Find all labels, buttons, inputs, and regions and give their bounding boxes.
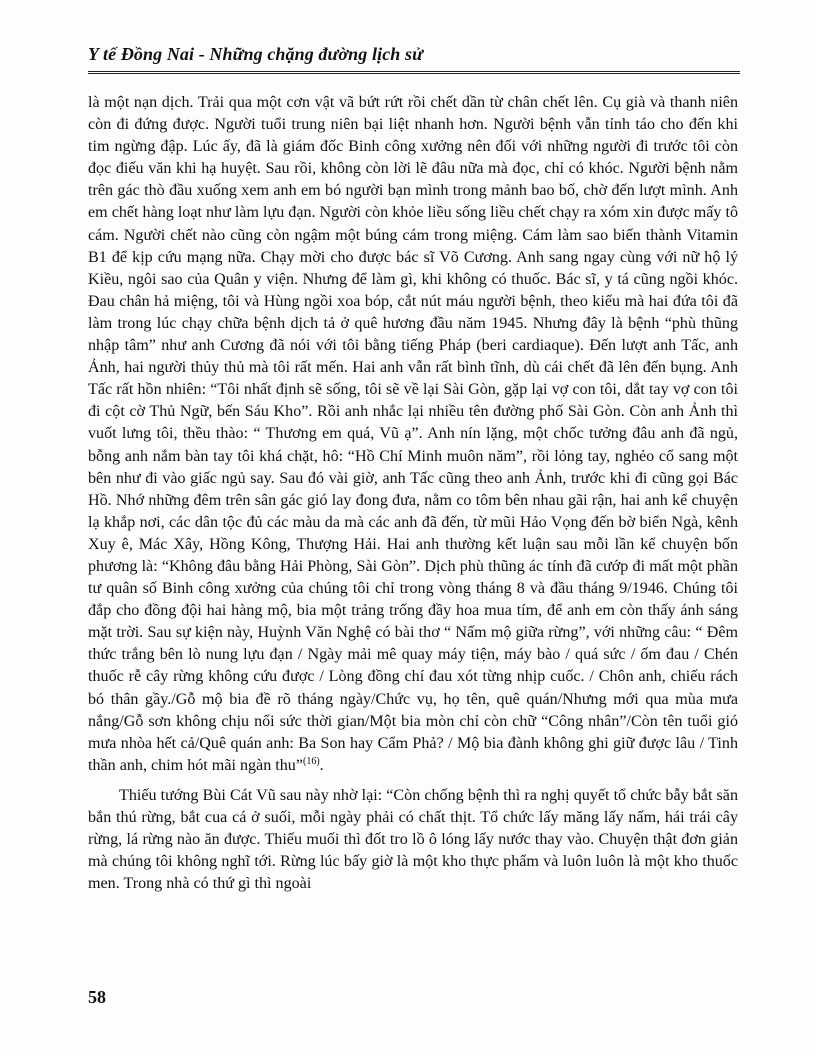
page-number: 58 <box>88 987 106 1007</box>
paragraph-1 <box>88 92 738 777</box>
header-rule <box>88 71 740 74</box>
paragraph-2: Thiếu tướng Bùi Cát Vũ sau này nhờ lại: “Còn chống bệnh thì ra nghị quyết tổ chức bẫy bắt săn bắn thú rừng, bắt cua cá ở suối, mỗi ngày phải có chất thịt. Tổ chức lấy măng lấy nấm, hái trái cây rừng, lá rừng nào ăn được. Thiếu muối thì đốt tro lồ ô lóng lấy nước thay vào. Chuyện thật đơn giản mà chúng tôi không nghĩ tới. Rừng lúc bấy giờ là một kho thực phẩm và luôn luôn là một kho thuốc men. Trong nhà có thứ gì thì ngoài <box>88 786 738 893</box>
paragraph-1-text: là một nạn dịch. Trải qua một cơn vật vã bứt rứt rồi chết dần từ chân chết lên. Cụ già và thanh niên còn đi đứng được. Người tuổi trung niên bại liệt nhanh hơn. Người bệnh vẫn tỉnh táo cho đến khi tim ngừng đập. Lúc ấy, đã là giám đốc Binh công xưởng nên đối với những người đi trước tôi còn đọc điếu văn khi hạ huyệt. Sau rồi, không còn lời lẽ đâu nữa mà đọc, chỉ có khóc. Người bệnh nằm trên gác thò đầu xuống xem anh em bó người bạn mình trong mảnh bao bố, chờ đến lượt mình. Anh em chết hàng loạt như làm lựu đạn. Người còn khỏe liều sống liều chết chạy ra xóm xin được mấy tô cám. Người chết nào cũng còn ngậm một búng cám trong miệng. Cám làm sao biến thành Vitamin B1 để kịp cứu mạng nữa. Chạy mời cho được bác sĩ Võ Cương. Anh sang ngay cùng với nữ hộ lý Kiều, ngôi sao của Quân y viện. Nhưng để làm gì, khi không có thuốc. Bác sĩ, y tá cũng ngồi khóc. Đau chân hả miệng, tôi và Hùng ngồi xoa bóp, cắt nút máu người bệnh, theo kiểu mà hai đứa tôi đã làm trong lúc chạy chữa bệnh dịch tả ở quê hương đầu năm 1945. Nhưng đây là bệnh “phù thũng nhập tâm” như anh Cương đã nói với tôi bằng tiếng Pháp (beri cardiaque). Đến lượt anh Tấc, anh Ảnh, hai người thủy thủ mà tôi rất mến. Hai anh vẫn rất bình tĩnh, dù cái chết đã lên đến bụng. Anh Tấc rất hồn nhiên: “Tôi nhất định sẽ sống, tôi sẽ về lại Sài Gòn, gặp lại vợ con tôi, dắt tay vợ con tôi đi cột cờ Thủ Ngữ, bến Sáu Kho”. Rồi anh nhắc lại nhiều tên đường phố Sài Gòn. Còn anh Ảnh thì vuốt lưng tôi, thều thào: “ Thương em quá, Vũ ạ”. Anh nín lặng, một chốc tưởng đâu anh đã ngủ, bỗng anh nắm bàn tay tôi khá chặt, hô: “Hồ Chí Minh muôn năm”, rồi lỏng tay, nghẻo cổ sang một bên như đi vào giấc ngủ say. Sau đó vài giờ, anh Tấc cũng theo anh Ảnh, trước khi đi cũng gọi Bác Hồ. Nhớ những đêm trên sân gác gió lay đong đưa, nằm co tôm bên nhau gãi rận, hai anh kể chuyện lạ khắp nơi, các dân tộc đủ các màu da mà các anh đã đến, từ mũi Hảo Vọng đến bờ biển Ngà, kênh Xuy ê, Mác Xây, Hồng Kông, Thượng Hải. Hai anh thường kết luận sau mỗi lần kể chuyện bốn phương là: “Không đâu bằng Hải Phòng, Sài Gòn”. Dịch phù thũng ác tính đã cướp đi mất một phần tư quân số Binh công xưởng của chúng tôi chỉ trong vòng tháng 8 và đầu tháng 9/1946. Chúng tôi đắp cho đồng đội hai hàng mộ, bia một trảng trống đầy hoa mua tím, để anh em còn thấy ánh sáng mặt trời. Sau sự kiện này, Huỳnh Văn Nghệ có bài thơ “ Nấm mộ giữa rừng”, với những câu: “ Đêm thức trắng bên lò nung lựu đạn / Ngày mải mê quay máy tiện, máy bào / quá sức / ốm đau / Chén thuốc rễ cây rừng không cứu được / Lòng đồng chí đau xót từng nhịp cuốc. / Chôn anh, chiếu rách bó thân gầy./Gỗ mộ bia đề rõ tháng ngày/Chức vụ, họ tên, quê quán/Nhưng mới qua mùa mưa nắng/Gỗ sơn không chịu nổi sức thời gian/Một bia mòn chỉ còn chữ “Công nhân”/Còn tên tuổi gió mưa nhòa hết cả/Quê quán anh: Ba Son hay Cẩm Phả? / Mộ bia đành không ghi giữ được lâu / Tinh thần anh, chim hót mãi ngàn thu” <box>88 94 738 774</box>
running-header: Y tế Đồng Nai - Những chặng đường lịch sử <box>88 44 423 64</box>
body-text <box>88 92 738 895</box>
footnote-marker: (16) <box>302 755 320 767</box>
paragraph-1-end: . <box>319 756 324 774</box>
